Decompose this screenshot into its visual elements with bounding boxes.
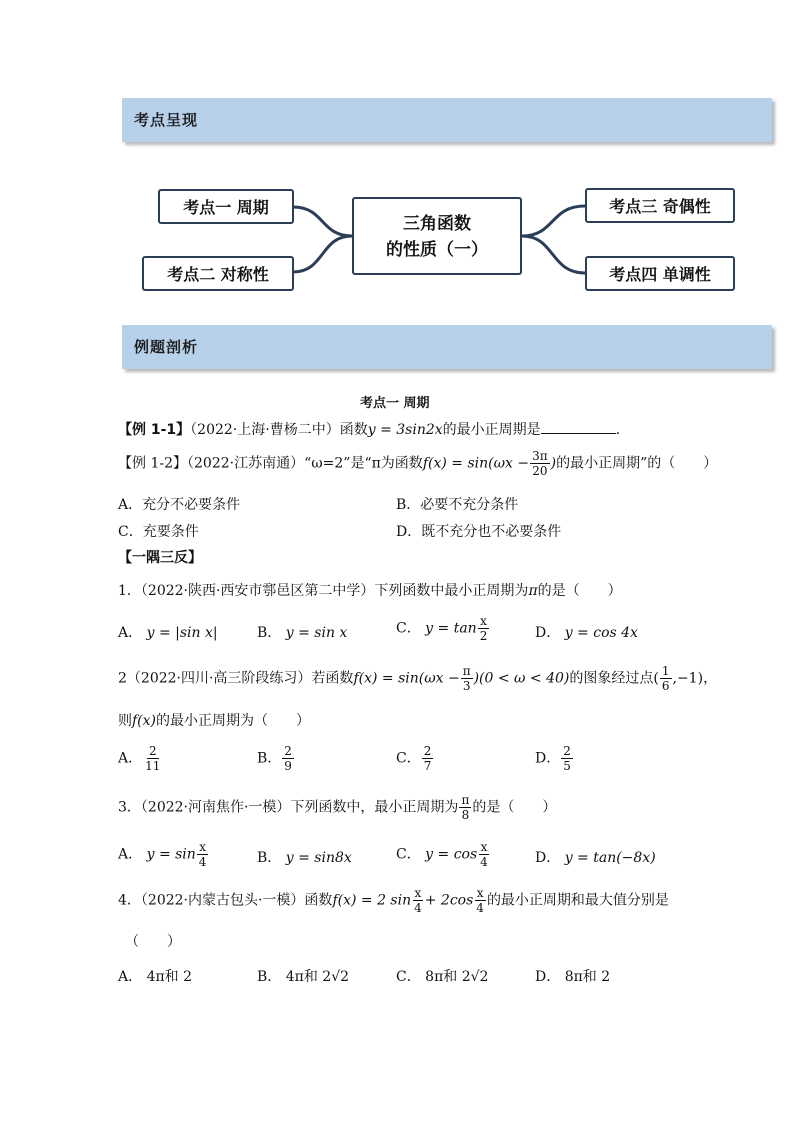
question-1-option-c[interactable]: [396, 614, 490, 643]
question-2-mid: 的图象经过点: [569, 670, 654, 687]
example-1-2-text: （2022·江苏南通）“ω=2”是“π为函数: [187, 455, 423, 472]
question-1-pi: π: [528, 583, 538, 599]
question-1-option-b[interactable]: [257, 622, 347, 642]
question-4-option-b[interactable]: [257, 966, 349, 986]
option-formula: y = sin: [146, 846, 196, 863]
option-label: B．: [257, 750, 282, 767]
option-label: D．: [535, 850, 561, 866]
option-fraction: [143, 744, 162, 773]
question-1-stem: [118, 580, 622, 600]
option-fraction: [478, 840, 490, 869]
fraction-numerator: 2: [563, 744, 571, 758]
option-formula: y = tan: [425, 620, 477, 637]
option-formula: y = |sin x|: [146, 625, 218, 641]
example-1-2: [118, 449, 717, 478]
fraction-numerator: x: [476, 886, 484, 900]
example-1-1-formula: y = 3sin2x: [367, 422, 443, 438]
option-fraction: [478, 614, 490, 643]
question-2-stem: [118, 664, 717, 693]
practice-label: 【一隅三反】: [118, 550, 202, 566]
mindmap-topic-3: 考点三 奇偶性: [585, 188, 735, 223]
option-formula: y = sin8x: [285, 850, 352, 866]
question-3-option-c[interactable]: [396, 840, 491, 869]
mindmap-topic-1: 考点一 周期: [158, 189, 294, 224]
question-2-text: 2（2022·四川·高三阶段练习）若函数: [118, 670, 354, 687]
option-formula: 4π和 2√2: [285, 969, 350, 985]
question-1-text: 1．（2022·陕西·西安市鄠邑区第二中学）下列函数中最小正周期为: [118, 583, 529, 599]
option-label: D．: [535, 969, 561, 985]
fraction-numerator: π: [462, 664, 471, 678]
fraction-numerator: 3π: [532, 449, 548, 463]
option-label: B．: [257, 625, 282, 641]
option-label: A．: [118, 750, 143, 767]
fraction-numerator: 2: [423, 744, 432, 758]
option-label: C．: [396, 969, 421, 985]
question-3-fraction: [459, 793, 471, 822]
question-3-stem: [118, 793, 556, 822]
examples-banner: [122, 325, 772, 369]
fraction-numerator: 2: [148, 744, 157, 758]
question-4-formula-b: + 2cos: [424, 892, 474, 909]
option-label: A．: [118, 625, 143, 641]
question-2-line2-text: 则: [118, 713, 132, 729]
example-1-1-end: .: [615, 422, 621, 438]
option-label: D．: [535, 750, 561, 767]
question-4-paren: （ ）: [125, 934, 181, 950]
question-3-text: 3．（2022·河南焦作·一模）下列函数中，最小正周期为: [118, 799, 459, 816]
example-1-2-formula-a: f(x) = sin(ωx −: [422, 455, 530, 472]
question-4-fraction-1: [412, 886, 424, 915]
fraction-numerator: x: [480, 614, 487, 628]
question-2-option-a[interactable]: [118, 744, 163, 773]
option-label: B．: [257, 969, 282, 985]
question-2-option-b[interactable]: [257, 744, 295, 773]
option-fraction: [561, 744, 573, 773]
fraction-denominator: 5: [563, 759, 571, 773]
question-2-fraction: [461, 664, 473, 693]
option-formula: y = sin x: [285, 625, 348, 641]
question-3-option-d[interactable]: [535, 847, 656, 867]
fraction-numerator: 2: [284, 744, 292, 758]
option-label: C．: [396, 846, 421, 863]
example-1-2-tail: 的最小正周期”的（ ）: [556, 455, 718, 472]
mindmap-topic-4: 考点四 单调性: [585, 256, 735, 291]
fraction-denominator: 4: [480, 855, 488, 869]
fraction-denominator: 4: [476, 901, 484, 915]
fraction-numerator: 1: [661, 664, 670, 678]
option-label: D．: [535, 625, 561, 641]
fraction-denominator: 4: [414, 901, 422, 915]
example-1-2-option-b[interactable]: B．必要不充分条件: [396, 497, 519, 513]
question-4-formula-a: f(x) = 2 sin: [332, 892, 412, 909]
question-2-line2: [118, 710, 310, 730]
question-3-option-a[interactable]: [118, 840, 209, 869]
fraction-denominator: 4: [198, 855, 207, 869]
question-1-option-a[interactable]: [118, 622, 218, 642]
fraction-denominator: 7: [423, 759, 432, 773]
fraction-denominator: 11: [145, 759, 161, 773]
fraction-numerator: x: [414, 886, 422, 900]
mindmap-center-line1: 三角函数: [403, 214, 471, 234]
answer-blank: [541, 421, 616, 434]
example-1-1-tail: 的最小正周期是: [442, 422, 541, 438]
mindmap-center-line2: 的性质（一）: [386, 240, 488, 260]
question-4-fraction-2: [474, 886, 486, 915]
fraction-numerator: x: [199, 840, 206, 854]
question-4-text: 4．（2022·内蒙古包头·一模）函数: [118, 892, 333, 909]
example-1-1-tag: 【例 1-1】: [118, 422, 191, 438]
question-1-option-d[interactable]: [535, 622, 638, 642]
option-formula: 8π和 2: [564, 969, 611, 985]
option-formula: y = tan(−8x): [564, 850, 656, 866]
fraction-denominator: 3: [462, 679, 471, 693]
question-2-option-d[interactable]: [535, 744, 574, 773]
point-rest: ,−1): [672, 670, 704, 687]
example-1-2-option-d[interactable]: D．既不充分也不必要条件: [396, 524, 562, 540]
question-4-option-a[interactable]: [118, 966, 192, 986]
option-label: B．: [257, 850, 282, 866]
question-2-formula: f(x) = sin(ωx −: [353, 670, 460, 687]
mindmap-center: [352, 197, 522, 275]
example-1-2-fraction: [530, 449, 550, 478]
option-label: A．: [118, 846, 143, 863]
example-1-2-tag: 【例 1-2】: [118, 455, 187, 472]
question-1-tail: 的是（ ）: [537, 583, 622, 599]
fraction-numerator: x: [480, 840, 488, 854]
question-2-end: ，: [703, 670, 718, 687]
option-fraction: [197, 840, 209, 869]
question-2-fx: f(x): [132, 713, 157, 729]
question-2-condition: )(0 < ω < 40): [473, 670, 570, 687]
example-1-1: [118, 419, 620, 439]
example-1-2-formula-b: ): [550, 455, 557, 472]
fraction-denominator: 6: [661, 679, 670, 693]
option-formula: 4π和 2: [146, 969, 193, 985]
option-formula: y = cos: [425, 846, 478, 863]
fraction-denominator: 8: [461, 808, 470, 822]
option-label: A．: [118, 969, 143, 985]
point-fraction: [660, 664, 672, 693]
question-3-tail: 的是（ ）: [472, 799, 557, 816]
fraction-denominator: 2: [479, 629, 488, 643]
question-4-tail: 的最小正周期和最大值分别是: [486, 892, 669, 909]
option-formula: 8π和 2√2: [425, 969, 489, 985]
option-fraction: [282, 744, 294, 773]
fraction-denominator: 20: [532, 464, 548, 478]
question-2-option-c[interactable]: [396, 744, 434, 773]
question-2-line2-tail: 的最小正周期为（ ）: [156, 713, 311, 729]
mindmap-topic-2: 考点二 对称性: [142, 256, 294, 291]
fraction-numerator: π: [461, 793, 470, 807]
example-1-2-option-c[interactable]: C．充要条件: [118, 524, 199, 540]
question-4-stem: [118, 886, 669, 915]
topic1-heading: 考点一 周期: [360, 396, 430, 411]
option-formula: y = cos 4x: [564, 625, 638, 641]
question-4-option-c[interactable]: [396, 966, 488, 986]
fraction-denominator: 9: [284, 759, 292, 773]
option-label: C．: [396, 750, 421, 767]
point-open: (: [653, 670, 659, 687]
examples-title: 例题剖析: [134, 338, 199, 356]
question-3-option-b[interactable]: [257, 847, 352, 867]
option-fraction: [422, 744, 434, 773]
example-1-2-option-a[interactable]: A．充分不必要条件: [118, 497, 241, 513]
overview-title: 考点呈现: [134, 111, 199, 129]
question-4-option-d[interactable]: [535, 966, 610, 986]
option-label: C．: [396, 620, 421, 637]
example-1-1-text: （2022·上海·曹杨二中）函数: [190, 422, 368, 438]
